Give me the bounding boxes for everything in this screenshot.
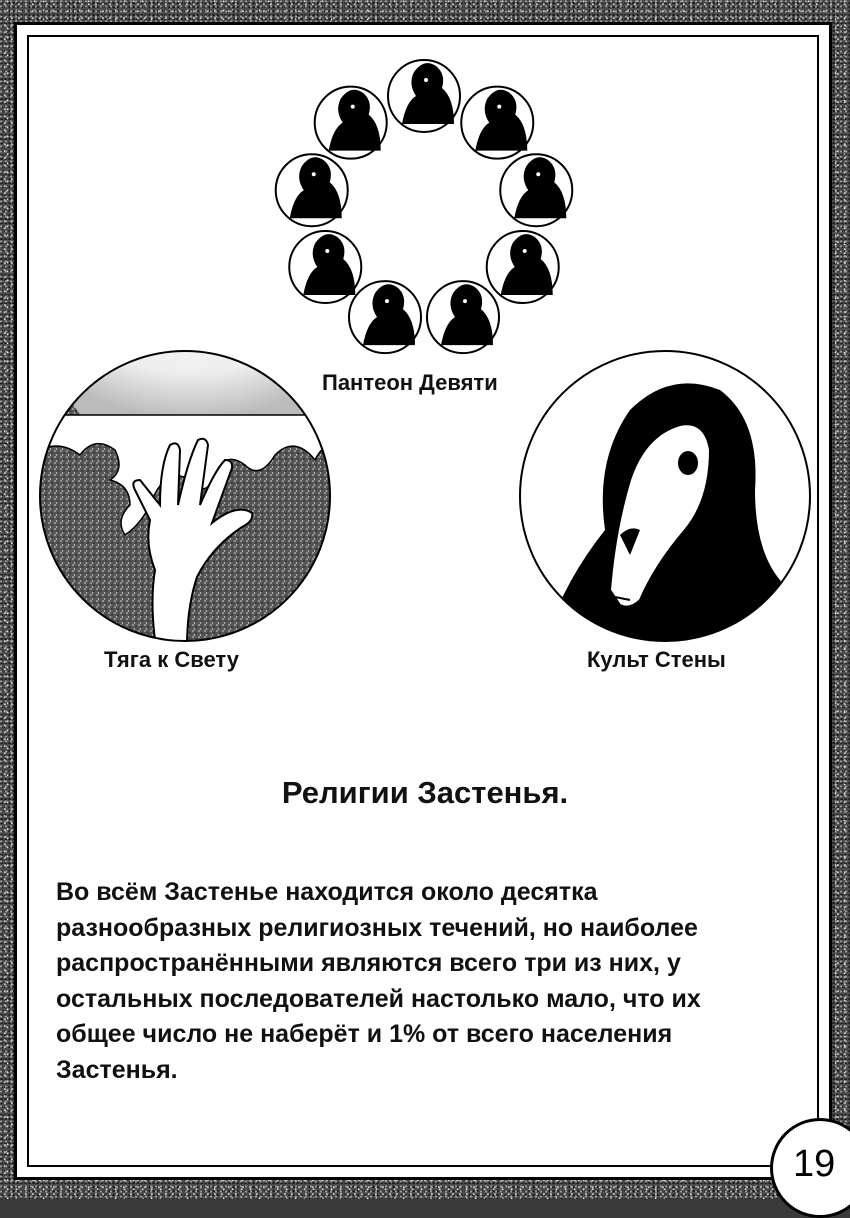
body-line: остальных последователей настолько мало, что их (56, 984, 701, 1013)
section-body (56, 875, 796, 1088)
body-line: Во всём Застенье находится около десятка (56, 878, 598, 906)
body-line: разнообразных религиозных течений, но наиболее (56, 913, 698, 942)
section-title: Религии Застенья. (281, 775, 569, 810)
wall-caption: Культ Стены (587, 647, 726, 672)
page-number: 19 (793, 1143, 836, 1185)
body-line: распространёнными являются всего три из них, у (56, 949, 681, 977)
body-line: общее число не наберёт и 1% от всего населения (56, 1020, 673, 1048)
pantheon-caption: Пантеон Девяти (322, 370, 498, 395)
body-line: Застенья. (56, 1055, 178, 1084)
light-caption: Тяга к Свету (104, 647, 239, 672)
